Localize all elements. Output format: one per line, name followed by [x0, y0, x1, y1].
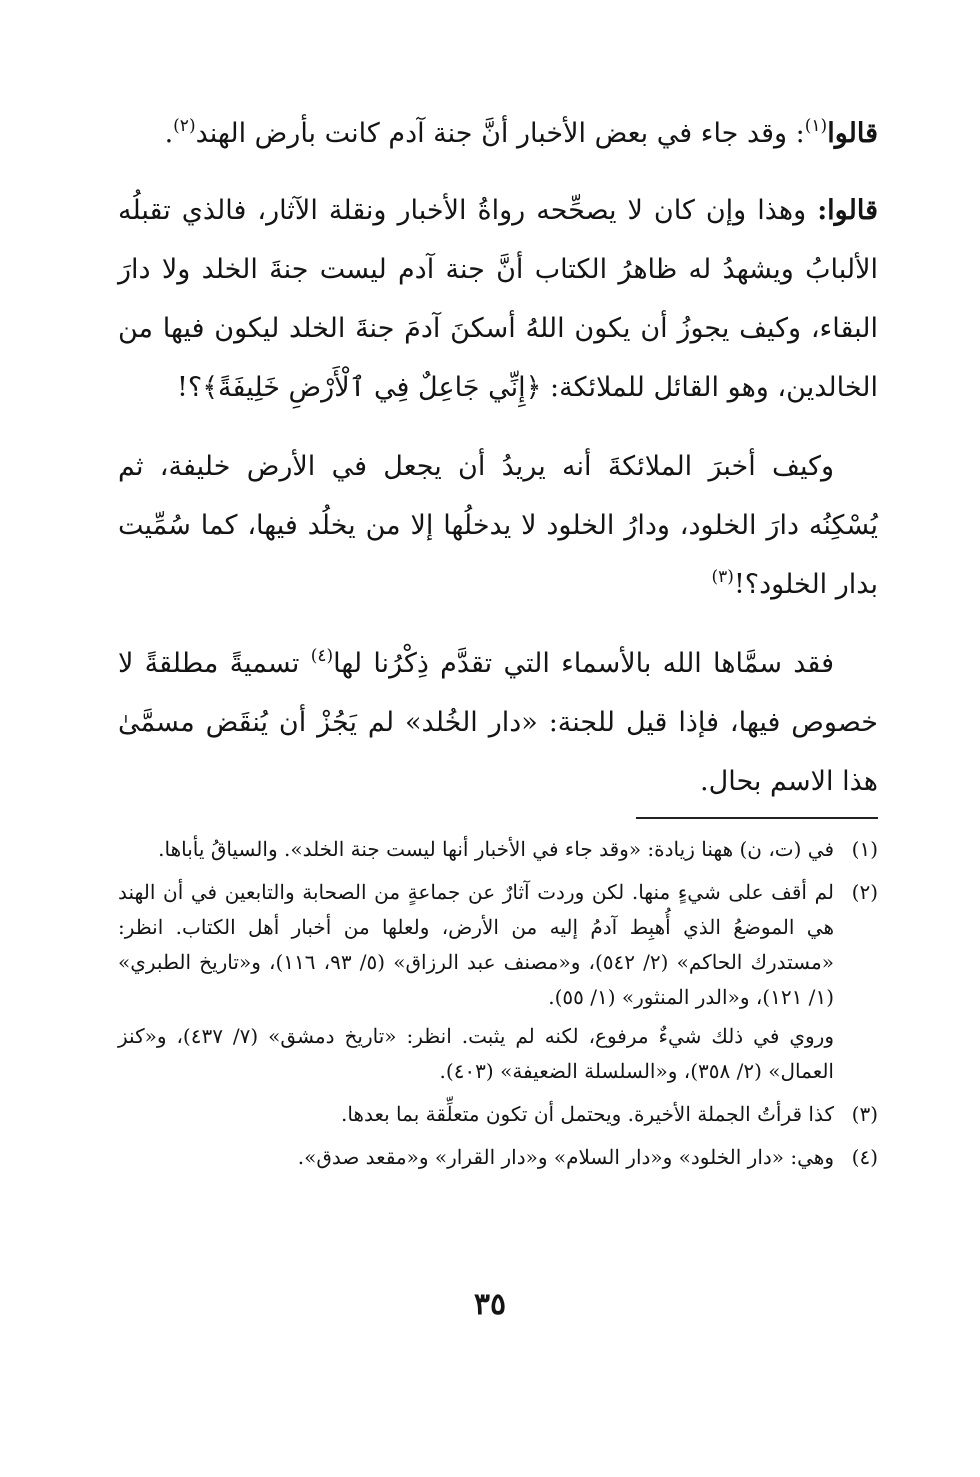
paragraph-text: وهذا وإن كان لا يصحِّحه رواةُ الأخبار ونقلة الآثار، فالذي تقبلُه الألبابُ ويشهدُ له ظاهرُ الكتاب أنَّ جنة آدم ليست جنةَ الخلد ولا دارَ البقاء، وكيف يجوزُ أن يكون اللهُ أسكنَ آدمَ جنةَ الخلد ليكون فيها من الخالدين، وهو القائل للملائكة: ﴿إِنِّي جَاعِلٌ فِي ٱلْأَرْضِ خَلِيفَةً﴾؟!: [118, 195, 878, 403]
footnote-body: [118, 875, 834, 1093]
paragraph-text: : وقد جاء في بعض الأخبار أنَّ جنة آدم كانت بأرض الهند: [195, 118, 805, 149]
footnote-text: وهي: «دار الخلود» و«دار السلام» و«دار القرار» و«مقعد صدق».: [297, 1145, 834, 1169]
footnote-4: [118, 1140, 878, 1179]
footnote-body: [118, 832, 834, 871]
main-text: [118, 104, 878, 831]
footnote-ref-1: (١): [804, 116, 828, 136]
footnote-divider: [636, 817, 878, 819]
paragraph-text: تسميةً مطلقةً لا خصوص فيها، فإذا قيل للجنة: «دار الخُلد» لم يَجُزْ أن يُنقَض مسمَّىٰ هذا الاسم بحال.: [118, 648, 878, 797]
footnote-number: (٤): [851, 1145, 878, 1169]
footnotes: [118, 832, 878, 1183]
footnote-body: [118, 1097, 834, 1136]
page-number: ٣٥: [473, 1287, 507, 1322]
footnote-number: (٣): [851, 1102, 878, 1126]
paragraph-text: فقد سمَّاها الله بالأسماء التي تقدَّم ذِكْرُنا لها: [333, 648, 834, 679]
paragraph-text: وكيف أخبرَ الملائكةَ أنه يريدُ أن يجعل في الأرض خليفة، ثم يُسْكِنُه دارَ الخلود، ودارُ الخلود لا يدخلُها إلا من يخلُد فيها، كما سُمِّيت بدار الخلود؟!: [118, 451, 878, 600]
footnote-ref-2: (٢): [173, 116, 196, 136]
paragraph-lead: قالوا:: [817, 195, 878, 226]
footnote-ref-4: (٤): [310, 646, 334, 666]
footnote-text: كذا قرأتُ الجملة الأخيرة. ويحتمل أن تكون متعلِّقة بما بعدها.: [340, 1102, 834, 1126]
footnote-body: [118, 1140, 834, 1179]
paragraph-1: [118, 104, 878, 163]
footnote-text: لم أقف على شيءٍ منها. لكن وردت آثارٌ عن جماعةٍ من الصحابة والتابعين في أن الهند هي الموضعُ الذي أُهبِط آدمُ إليه من الأرض، ولعلها من أخبار أهل الكتاب. انظر: «مستدرك الحاكم» (٢/ ٥٤٢)، و«مصنف عبد الرزاق» (٥/ ٩٣، ١١٦)، و«تاريخ الطبري» (١/ ١٢١)، و«الدر المنثور» (١/ ٥٥).: [118, 880, 834, 1009]
footnote-number: (١): [851, 837, 878, 861]
paragraph-end: .: [164, 118, 174, 149]
footnote-text: في (ت، ن) ههنا زيادة: «وقد جاء في الأخبار أنها ليست جنة الخلد». والسياقُ يأباها.: [158, 837, 834, 861]
paragraph-4: [118, 634, 878, 811]
footnote-1: [118, 832, 878, 871]
paragraph-3: [118, 437, 878, 614]
footnote-number: (٢): [851, 880, 878, 904]
paragraph-2: [118, 181, 878, 417]
footnote-text: وروي في ذلك شيءٌ مرفوع، لكنه لم يثبت. انظر: «تاريخ دمشق» (٧/ ٤٣٧)، و«كنز العمال» (٢/ ٣٥٨)، و«السلسلة الضعيفة» (٤٠٣).: [118, 1024, 834, 1083]
footnote-ref-3: (٣): [711, 567, 734, 587]
footnote-2: [118, 875, 878, 1093]
paragraph-lead: قالوا: [827, 118, 878, 149]
footnote-3: [118, 1097, 878, 1136]
